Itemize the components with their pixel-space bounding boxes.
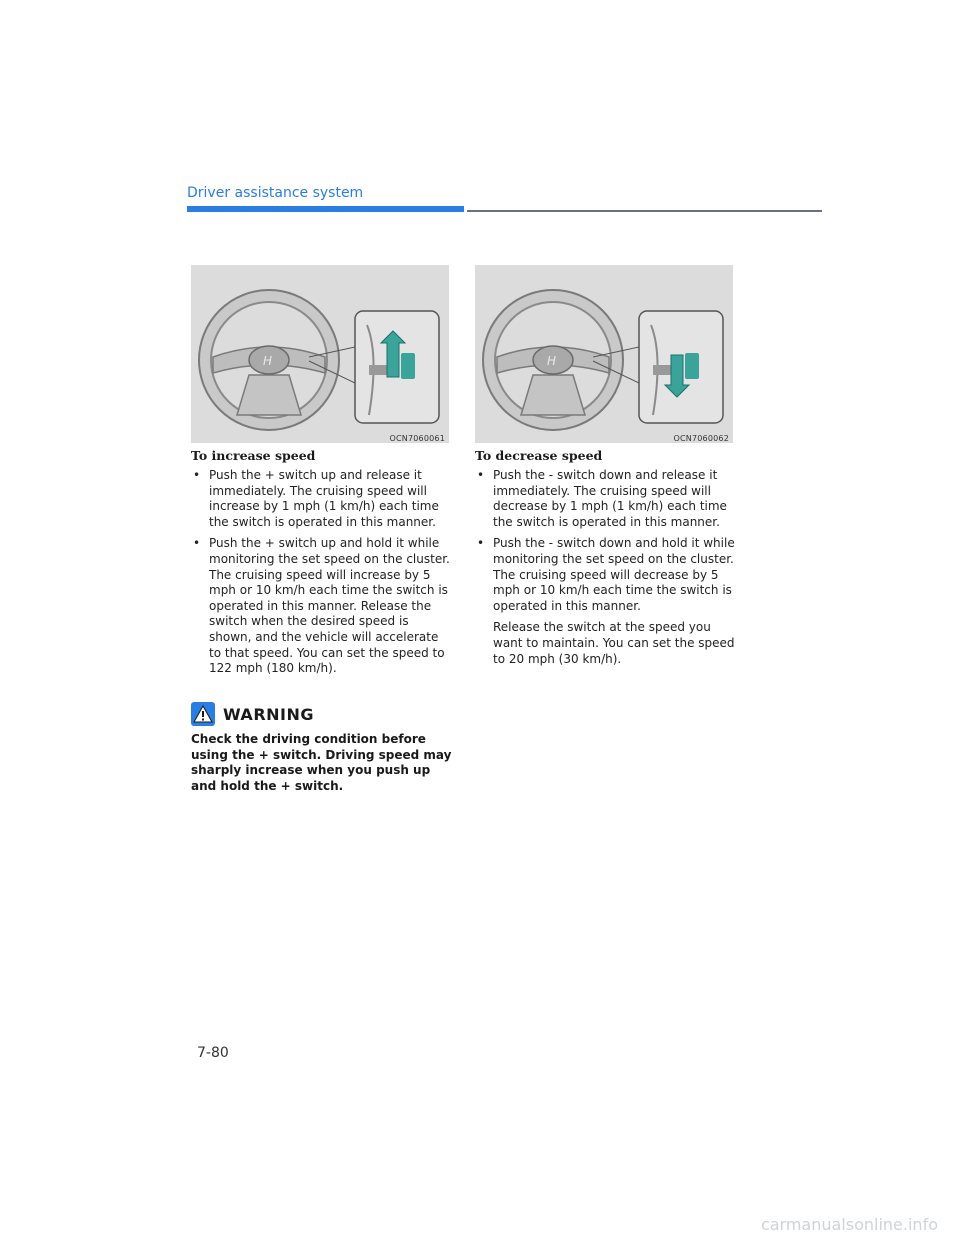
header-accent-bar — [187, 206, 464, 212]
release-paragraph: Release the switch at the speed you want to maintain. You can set the speed to 20 mph (30 km/h). — [493, 620, 735, 666]
list-item: • Push the + switch up and release it immediately. The cruising speed will increase by 1 mph (1 km/h) each time the switch is operated in this manner. — [191, 468, 453, 530]
list-item: • Push the - switch down and release it immediately. The cruising speed will decrease by 1 mph (1 km/h) each time the switch is operated in this manner. — [475, 468, 737, 530]
steering-wheel-illustration — [475, 265, 733, 443]
figure-increase-speed — [191, 265, 449, 443]
figure-decrease-speed — [475, 265, 733, 443]
warning-box — [191, 702, 453, 794]
increase-speed-list — [191, 468, 453, 677]
figure-code: OCN7060062 — [673, 434, 729, 443]
decrease-speed-section — [475, 448, 737, 667]
list-item: • Push the + switch up and hold it while monitoring the set speed on the cluster. The cruising speed will increase by 5 mph or 10 km/h each time the switch is operated in this manner. Release the switch when the desired speed is shown, and the vehicle will accelerate to that speed. You can set the speed to 122 mph (180 km/h). — [191, 536, 453, 676]
figure-code: OCN7060061 — [389, 434, 445, 443]
decrease-speed-list — [475, 468, 737, 614]
svg-text:H: H — [263, 354, 273, 368]
section-title: Driver assistance system — [187, 185, 364, 201]
warning-header — [191, 702, 453, 726]
watermark: carmanualsonline.info — [760, 1215, 938, 1234]
header-rule — [467, 210, 822, 212]
increase-speed-heading: To increase speed — [191, 448, 316, 463]
warning-text: Check the driving condition before using the + switch. Driving speed may sharply increase when you push up and hold the + switch. — [191, 732, 452, 793]
warning-title: WARNING — [223, 704, 314, 724]
page-number: 7-80 — [197, 1045, 229, 1061]
svg-text:H: H — [547, 354, 557, 368]
decrease-speed-heading: To decrease speed — [475, 448, 603, 463]
increase-speed-section — [191, 448, 453, 683]
warning-triangle-icon — [191, 702, 215, 726]
steering-wheel-illustration — [191, 265, 449, 443]
list-item: • Push the - switch down and hold it while monitoring the set speed on the cluster. The cruising speed will decrease by 5 mph or 10 km/h each time the switch is operated in this manner. — [475, 536, 737, 614]
